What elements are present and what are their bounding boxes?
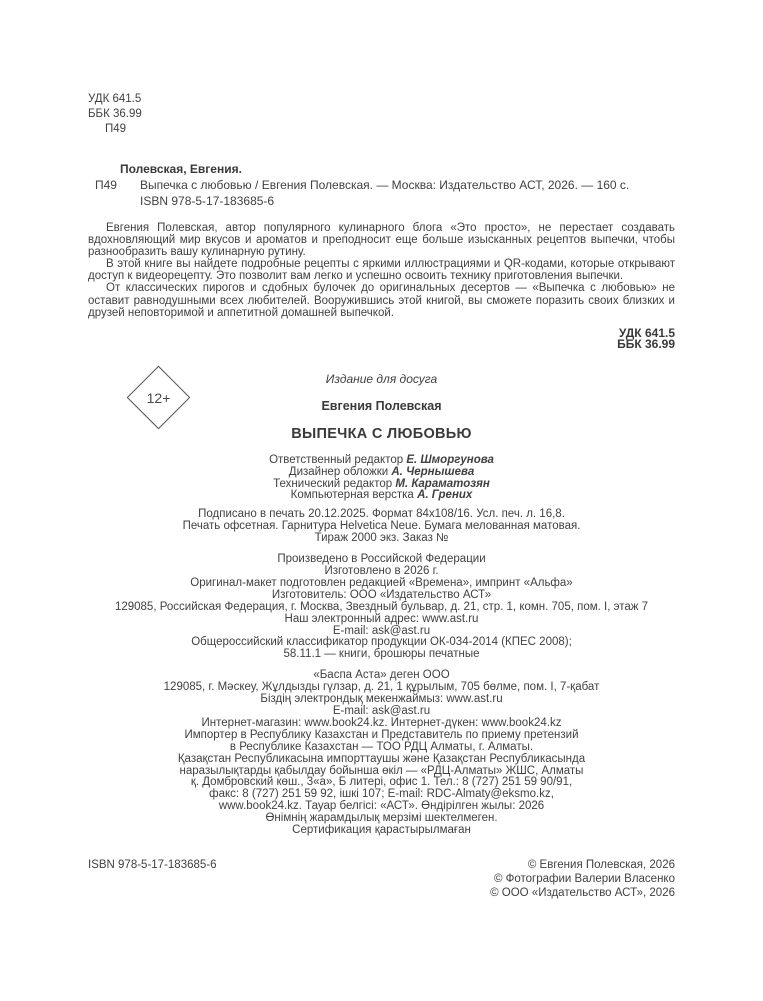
print-info-line: Печать офсетная. Гарнитура Helvetica Neue. Бумага мелованная матовая.	[182, 520, 581, 533]
imprint-kz-line: Сертификация қарастырылмаған	[292, 824, 471, 837]
credit-role: Компьютерная верстка	[290, 489, 414, 502]
print-info-line: Тираж 2000 экз. Заказ №	[314, 532, 449, 545]
imprint-ru-line: Оригинал-макет подготовлен редакцией «Времена», импринт «Альфа»	[190, 576, 573, 589]
imprint-kz-line: «Баспа Аста» деген ООО	[313, 669, 450, 682]
credit-role: Дизайнер обложки	[288, 465, 389, 478]
edition-type: Издание для досуга	[325, 371, 438, 386]
catalog-card	[88, 161, 675, 209]
credit-name: М. Караматозян	[395, 477, 490, 490]
credit-row	[88, 490, 675, 502]
page-footer	[88, 858, 675, 900]
imprint-kz-line: Қазақстан Республикасына импорттаушы және Қазақстан Республикасында	[177, 752, 586, 765]
imprint-ru-line: Общероссийский классификатор продукции ОК-034-2014 (КПЕС 2008);	[191, 636, 572, 649]
age-rating-label: 12+	[146, 389, 171, 406]
imprint-russia-block	[88, 554, 675, 661]
footer-isbn: ISBN 978-5-17-183685-6	[88, 859, 217, 871]
credits-block	[88, 455, 675, 503]
bbk-code: ББК 36.99	[88, 108, 142, 120]
imprint-kz-line: www.book24.kz. Тауар белгісі: «АСТ». Өндірілген жылы: 2026	[218, 800, 545, 813]
credit-role: Ответственный редактор	[269, 453, 404, 466]
imprint-kz-line: 129085, г. Мәскеу, Жұлдызды гүлзар, д. 21, 1 құрылым, 705 бөлме, пом. I, 7-қабат	[163, 681, 600, 694]
annotation-paragraph-1: Евгения Полевская, автор популярного кулинарного блога «Это просто», не перестает создавать вдохновляющий мир вкусов и ароматов и преподносит еще больше изысканных рецептов выпечки, чтобы разнообразить вашу кулинарную рутину.	[88, 222, 675, 259]
imprint-kz-line: наразылықтарды қабылдау бойынша өкіл — «РДЦ-Алматы» ЖШС, Алматы	[179, 764, 584, 777]
card-author-heading: Полевская, Евгения.	[120, 162, 242, 176]
page-content	[88, 92, 675, 837]
imprint-kz-line: факс: 8 (727) 251 59 92, ішкі 107; E-mail: RDC-Almaty@eksmo.kz,	[209, 788, 554, 801]
author-sign-code: П49	[105, 123, 127, 135]
classification-codes-right	[88, 325, 675, 352]
imprint-kz-line: в Республике Казахстан — ТОО РДЦ Алматы, г. Алматы.	[229, 740, 534, 753]
annotation-paragraph-2: В этой книге вы найдете подробные рецепты с яркими иллюстрациями и QR-кодами, которые открывают доступ к видеорецепту. Это позволит вам легко и успешно освоить технику приготовления выпечки.	[88, 258, 675, 283]
copyright-line: © ООО «Издательство АСТ», 2026	[490, 887, 675, 899]
credit-name: А. Грених	[417, 489, 473, 502]
udk-code: УДК 641.5	[88, 93, 142, 105]
book-title: ВЫПЕЧКА С ЛЮБОВЬЮ	[291, 425, 472, 442]
copyright-block	[490, 858, 675, 900]
imprint-kz-line: E-mail: ask@ast.ru	[332, 704, 431, 717]
book-author: Евгения Полевская	[321, 398, 442, 413]
copyright-line: © Евгения Полевская, 2026	[527, 859, 675, 871]
imprint-ru-line: Изготовитель: ООО «Издательство АСТ»	[271, 588, 492, 601]
imprint-ru-line: 58.11.1 — книги, брошюры печатные	[283, 648, 480, 661]
imprint-kz-line: қ. Домбровский көш., 3«а», Б литері, офис 1. Тел.: 8 (727) 251 59 90/91,	[190, 776, 573, 789]
imprint-kz-line: Біздің электрондық мекенжаймыз: www.ast.ru	[260, 693, 503, 706]
credit-role: Технический редактор	[273, 477, 393, 490]
udk-code-right: УДК 641.5	[618, 325, 675, 340]
imprint-kz-line: Интернет-магазин: www.book24.kz. Интернет-дүкен: www.book24.kz	[201, 716, 562, 729]
credit-name: Е. Шморгунова	[406, 453, 494, 466]
bibliographic-description: Выпечка с любовью / Евгения Полевская. — Москва: Издательство АСТ, 2026. — 160 с.	[140, 178, 630, 192]
copyright-line: © Фотографии Валерии Власенко	[493, 873, 675, 885]
imprint-ru-line: E-mail: ask@ast.ru	[332, 624, 431, 637]
annotation-paragraph-3: От классических пирогов и сдобных булочек до оригинальных десертов — «Выпечка с любовью» не оставит равнодушными всех любителей. Вооружившись этой книгой, вы сможете поразить своих близких и друзей неповторимой и аппетитной домашней выпечкой.	[88, 282, 675, 319]
imprint-ru-line: Произведено в Российской Федерации	[277, 553, 486, 566]
bbk-code-right: ББК 36.99	[617, 337, 675, 352]
imprint-ru-line: Наш электронный адрес: www.ast.ru	[284, 612, 479, 625]
card-author-sign: П49	[95, 178, 117, 192]
classification-codes-top	[88, 92, 675, 137]
card-isbn: ISBN 978-5-17-183685-6	[140, 194, 275, 208]
credit-name: А. Чернышева	[391, 465, 475, 478]
print-info-block	[88, 509, 675, 545]
annotation	[88, 222, 675, 319]
imprint-ru-line: 129085, Российская Федерация, г. Москва, Звездный бульвар, д. 21, стр. 1, комн. 705, пом. I, этаж 7	[114, 600, 649, 613]
imprint-kazakhstan-block	[88, 670, 675, 837]
imprint-kz-line: Өнімнің жарамдылық мерзімі шектелмеген.	[265, 812, 498, 825]
imprint-kz-line: Импортер в Республику Казахстан и Представитель по приему претензий	[184, 728, 579, 741]
print-info-line: Подписано в печать 20.12.2025. Формат 84х108/16. Усл. печ. л. 16,8.	[198, 508, 565, 521]
bibliographic-entry	[88, 177, 675, 193]
imprint-ru-line: Изготовлено в 2026 г.	[324, 565, 439, 577]
